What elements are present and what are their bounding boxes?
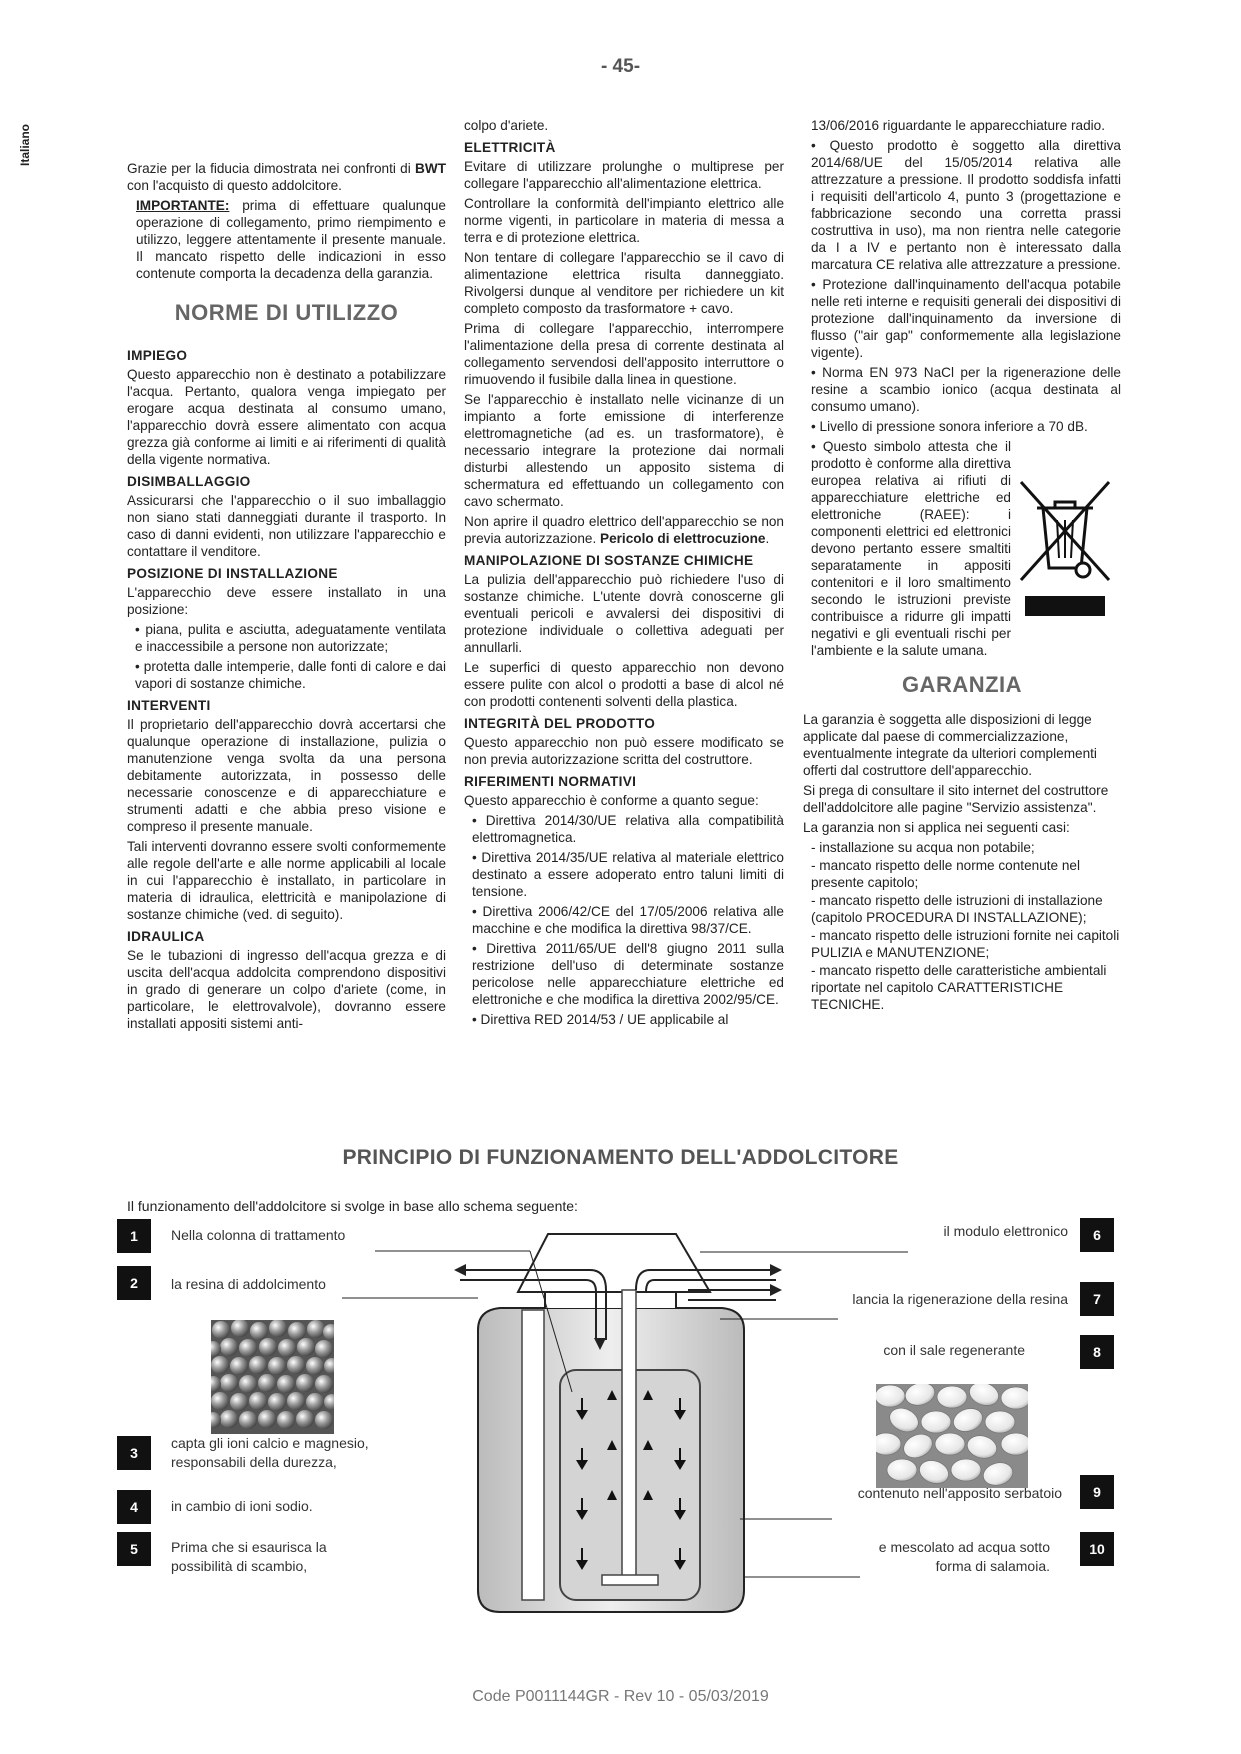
brine-well	[522, 1310, 544, 1600]
rif-bullet-3: • Direttiva 2006/42/CE del 17/05/2006 relativa alle macchine e che modifica la direttiva 98/37/CE.	[472, 904, 784, 936]
garanzia-dash-3: - mancato rispetto delle istruzioni di installazione (capitolo PROCEDURA DI INSTALLAZIONE);	[811, 893, 1103, 925]
step-box-7: 7	[1080, 1282, 1114, 1316]
step-label-10: e mescolato ad acqua sotto forma di salamoia.	[878, 1539, 1050, 1574]
column-1	[127, 160, 446, 1035]
step-label-3: capta gli ioni calcio e magnesio, responsabili della durezza,	[171, 1435, 369, 1470]
col3-bullet-1: • Questo prodotto è soggetto alla direttiva 2014/68/UE del 15/05/2014 relativa alle attrezzature a pressione. Il prodotto soddisfa infatti i requisiti dell'articolo 4, punto 3 (progettazione e fabbricazione secondo una corretta prassi costruttiva in uso), ma non rientra nelle categorie da I a IV e pertanto non è interessato dalla marcatura CE relativa alle attrezzature a pressione.	[811, 138, 1121, 272]
heading-impiego: IMPIEGO	[127, 348, 188, 363]
step-label-2: la resina di addolcimento	[171, 1276, 326, 1292]
step-box-1: 1	[117, 1219, 151, 1253]
garanzia-p2: Si prega di consultare il sito internet del costruttore dell'addolcitore alle pagine "Servizio assistenza".	[803, 783, 1109, 815]
step-label-6: il modulo elettronico	[943, 1223, 1068, 1239]
garanzia-p1: La garanzia è soggetta alle disposizioni di legge applicate dal paese di commercializzazione, eventualmente integrate da ulteriori complementi offerti dal costruttore dell'apparecchio.	[803, 712, 1097, 778]
page-number: - 45-	[600, 56, 641, 77]
col3-bullet-weee: • Questo simbolo attesta che il prodotto è conforme alla direttiva europea relativa ai rifiuti di apparecchiature elettriche ed elettroniche (RAEE): i componenti elettrici ed elettronici devono pertanto essere smaltiti separatamente in appositi contenitori e il loro smaltimento secondo le istruzioni previste contribuisce a ridurre gli impatti negativi e gli eventuali rischi per l'ambiente e la salute umana.	[811, 439, 1011, 658]
heading-posizione: POSIZIONE DI INSTALLAZIONE	[127, 566, 338, 581]
language-tab	[18, 118, 42, 178]
elettricita-p4: Prima di collegare l'apparecchio, interrompere l'alimentazione della presa di corrente destinata al collegamento servendosi dell'apposito interruttore o rimuovendo il fusibile dalla linea in questione.	[464, 321, 784, 387]
section-title-garanzia: GARANZIA	[901, 672, 1023, 697]
col3-bullet-4: • Livello di pressione sonora inferiore a 70 dB.	[811, 419, 1088, 434]
step-box-9: 9	[1080, 1475, 1114, 1509]
rif-bullet-4: • Direttiva 2011/65/UE dell'8 giugno 2011 sulla restrizione dell'uso di determinate sostanze pericolose nelle apparecchiature elettriche ed elettroniche e che modifica la direttiva 2002/95/CE.	[472, 941, 784, 1007]
heading-elettricita: ELETTRICITÀ	[464, 140, 556, 155]
manipolazione-p1: La pulizia dell'apparecchio può richiedere l'uso di sostanze chimiche. L'utente dovrà conoscerne gli eventuali pericoli e avvalersi dei dispositivi di protezione individuale o collettiva adeguati per annullarli.	[464, 572, 784, 655]
garanzia-dash-2: - mancato rispetto delle norme contenute nel presente capitolo;	[811, 858, 1081, 890]
elettricita-p3: Non tentare di collegare l'apparecchio se il cavo di alimentazione elettrica risulta danneggiato. Rivolgersi dunque al venditore per richiedere un kit completo composto da trasformatore + cavo.	[464, 250, 784, 316]
heading-riferimenti: RIFERIMENTI NORMATIVI	[464, 774, 637, 789]
interventi-text-1: Il proprietario dell'apparecchio dovrà accertarsi che qualunque operazione di installazione, pulizia o manutenzione venga svolta da una persona debitamente autorizzata, in possesso delle necessarie conoscenze e di apparecchiature e strumenti adatti e che abbia preso visione e compreso il presente manuale.	[127, 717, 446, 834]
garanzia-dash-5: - mancato rispetto delle caratteristiche ambientali riportate nel capitolo CARATTERISTICHE TECNICHE.	[811, 963, 1107, 1012]
manipolazione-p2: Le superfici di questo apparecchio non devono essere pulite con alcol o prodotti a base di alcol né con prodotti contenenti solventi della plastica.	[464, 660, 784, 709]
heading-integrita: INTEGRITÀ DEL PRODOTTO	[464, 716, 656, 731]
impiego-text: Questo apparecchio non è destinato a potabilizzare l'acqua. Pertanto, qualora venga impiegato per erogare acqua destinata al consumo umano, l'apparecchio dovrà essere alimentato con acqua grezza già conforme ai limiti e ai riferimenti di qualità della vigente normativa.	[127, 367, 446, 467]
step-box-10: 10	[1080, 1532, 1114, 1566]
rif-bullet-1: • Direttiva 2014/30/UE relativa alla compatibilità elettromagnetica.	[472, 813, 784, 845]
heading-manipolazione: MANIPOLAZIONE DI SOSTANZE CHIMICHE	[464, 553, 754, 568]
crossed-bin-icon	[1017, 478, 1113, 618]
col3-bullet-3: • Norma EN 973 NaCl per la rigenerazione delle resine a scambio ionico (acqua destinata al consumo umano).	[811, 365, 1121, 414]
heading-disimballaggio: DISIMBALLAGGIO	[127, 474, 251, 489]
step-label-8: con il sale regenerante	[883, 1342, 1025, 1358]
disimballaggio-text: Assicurarsi che l'apparecchio o il suo imballaggio non siano stati danneggiati durante il trasporto. In caso di danni evidenti, non utilizzare l'apparecchio e contattare il venditore.	[127, 493, 446, 559]
column-3	[803, 117, 1121, 1014]
idraulica-text: Se le tubazioni di ingresso dell'acqua grezza e di uscita dell'acqua addolcita comprendono dispositivi in grado di generare un colpo d'ariete (come, in particolare, le elettrovalvole), dovranno essere installati appositi sistemi anti-	[127, 948, 446, 1031]
step-label-5: Prima che si esaurisca la possibilità di scambio,	[171, 1539, 327, 1574]
elettricita-p1: Evitare di utilizzare prolunghe o multiprese per collegare l'apparecchio all'alimentazione elettrica.	[464, 159, 784, 191]
col3-bullet-2: • Protezione dall'inquinamento dell'acqua potabile nelle reti interne e requisiti generali dei dispositivi di protezione dall'inquinamento da inversione di flusso ("air gap" conformemente alla legislazione vigente).	[811, 277, 1121, 360]
principio-title: PRINCIPIO DI FUNZIONAMENTO DELL'ADDOLCITORE	[342, 1146, 899, 1169]
salt-tablets-photo	[876, 1384, 1028, 1488]
step-label-1: Nella colonna di trattamento	[171, 1227, 346, 1243]
col3-continuation: 13/06/2016 riguardante le apparecchiature radio.	[811, 118, 1105, 133]
important-note: IMPORTANTE: prima di effettuare qualunque operazione di collegamento, primo riempimento e utilizzo, leggere attentamente il presente manuale. Il mancato rispetto delle indicazioni in esso contenute comporta la decadenza della garanzia.	[136, 198, 446, 281]
posizione-text: L'apparecchio deve essere installato in una posizione:	[127, 585, 446, 617]
heading-idraulica: IDRAULICA	[127, 929, 205, 944]
garanzia-dash-1: - installazione su acqua non potabile;	[811, 840, 1035, 855]
step-box-2: 2	[117, 1266, 151, 1300]
garanzia-dash-4: - mancato rispetto delle istruzioni fornite nei capitoli PULIZIA e MANUTENZIONE;	[811, 928, 1120, 960]
intro-paragraph: Grazie per la fiducia dimostrata nei confronti di BWT con l'acquisto di questo addolcitore.	[127, 161, 446, 193]
step-box-3: 3	[117, 1436, 151, 1470]
riferimenti-text: Questo apparecchio è conforme a quanto segue:	[464, 793, 759, 808]
control-head	[518, 1234, 710, 1292]
col2-continuation: colpo d'ariete.	[464, 118, 549, 133]
step-box-8: 8	[1080, 1335, 1114, 1369]
heading-interventi: INTERVENTI	[127, 698, 211, 713]
garanzia-p3: La garanzia non si applica nei seguenti casi:	[803, 820, 1070, 835]
weee-symbol	[1017, 438, 1113, 662]
step-box-4: 4	[117, 1490, 151, 1524]
rif-bullet-2: • Direttiva 2014/35/UE relativa al materiale elettrico destinato a essere adoperato entro taluni limiti di tensione.	[472, 850, 784, 899]
interventi-text-2: Tali interventi dovranno essere svolti conformemente alle regole dell'arte e alle norme applicabili al locale in cui l'apparecchio è installato, in particolare in materia di idraulica, elettricità e manipolazione di sostanze chimiche (ved. di seguito).	[127, 839, 446, 922]
elettricita-p6: Non aprire il quadro elettrico dell'apparecchio se non previa autorizzazione. Pericolo di elettrocuzione.	[464, 514, 784, 546]
elettricita-p2: Controllare la conformità dell'impianto elettrico alle norme vigenti, in particolare in materia di messa a terra e di protezione elettrica.	[464, 196, 784, 245]
footer-code: Code P0011144GR - Rev 10 - 05/03/2019	[472, 1688, 769, 1705]
language-label: Italiano	[18, 123, 33, 167]
column-2	[464, 117, 784, 1031]
elettricita-p5: Se l'apparecchio è installato nelle vicinanze di un impianto a forte emissione di interferenze elettromagnetiche (ad es. un trasformatore), è necessario integrare la protezione dai normali disturbi allestendo un apposito sistema di schermatura ed effettuando un collegamento con cavo schermato.	[464, 392, 784, 509]
resin-beads-photo	[211, 1320, 334, 1434]
posizione-bullet-2: • protetta dalle intemperie, dalle fonti di calore e dai vapori di sostanze chimiche.	[135, 659, 446, 691]
step-label-4: in cambio di ioni sodio.	[171, 1498, 313, 1514]
posizione-bullet-1: • piana, pulita e asciutta, adeguatamente ventilata e inaccessibile a persone non autorizzate;	[135, 622, 446, 654]
step-box-5: 5	[117, 1532, 151, 1566]
step-box-6: 6	[1080, 1218, 1114, 1252]
principio-intro: Il funzionamento dell'addolcitore si svolge in base allo schema seguente:	[127, 1198, 578, 1214]
rif-bullet-5: • Direttiva RED 2014/53 / UE applicabile al	[472, 1012, 729, 1027]
integrita-text: Questo apparecchio non può essere modificato se non previa autorizzazione scritta del costruttore.	[464, 735, 784, 767]
step-label-7: lancia la rigenerazione della resina	[852, 1291, 1068, 1307]
step-label-9: contenuto nell'apposito serbatoio	[857, 1485, 1062, 1501]
section-title-norme: NORME DI UTILIZZO	[174, 300, 399, 325]
